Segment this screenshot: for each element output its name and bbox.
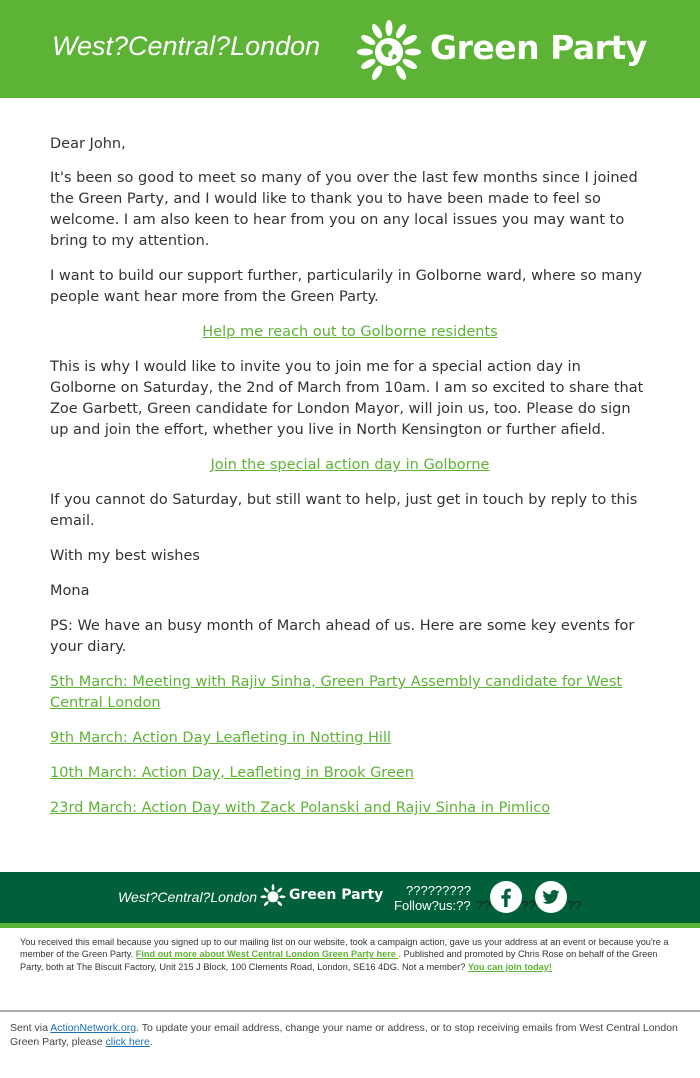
event-link-4[interactable] bbox=[50, 798, 650, 819]
footer-logo-icon bbox=[260, 884, 286, 908]
facebook-icon[interactable] bbox=[490, 881, 522, 913]
email-header bbox=[0, 0, 700, 98]
smallprint-find-out-more-link[interactable]: Find out more about West Central London Green Party here bbox=[135, 949, 399, 960]
event-link-1-text[interactable]: 5th March: Meeting with Rajiv Sinha, Green Party Assembly candidate for West Central London bbox=[50, 674, 623, 711]
header-region-title: West?Central?London bbox=[52, 31, 321, 61]
link-reach-out-text[interactable]: Help me reach out to Golborne residents bbox=[202, 324, 498, 340]
follow-us-prefix: ????????? bbox=[406, 883, 472, 898]
footer-stripe bbox=[0, 923, 700, 928]
sent-via-text-3: . bbox=[149, 1036, 153, 1048]
paragraph-intro: It's been so good to meet so many of you over the last few months since I joined the Green Party, and I would like to thank you to have been made to feel so welcome. I am also keen to hear from you on any local issues you may want to bring to my attention. bbox=[50, 170, 638, 249]
link-join-action-day-text[interactable]: Join the special action day in Golborne bbox=[210, 457, 490, 473]
twitter-suffix: ?? bbox=[567, 898, 582, 913]
unsubscribe-link[interactable]: click here bbox=[105, 1036, 150, 1048]
follow-us-suffix: ?? bbox=[476, 898, 491, 913]
facebook-suffix: ?? bbox=[521, 898, 536, 913]
header-party-name: Green Party bbox=[430, 28, 647, 67]
link-reach-out[interactable] bbox=[50, 322, 650, 343]
sent-via-notice bbox=[10, 1021, 690, 1049]
event-link-3[interactable] bbox=[50, 763, 650, 784]
smallprint-join-link[interactable]: You can join today! bbox=[467, 961, 552, 972]
sent-via-text-1: Sent via bbox=[10, 1022, 51, 1034]
event-link-4-text[interactable]: 23rd March: Action Day with Zack Polanski and Rajiv Sinha in Pimlico bbox=[50, 800, 551, 816]
footer-region-title: West?Central?London bbox=[118, 889, 258, 905]
event-link-1[interactable] bbox=[50, 672, 650, 714]
follow-us-label: Follow?us:?? bbox=[394, 898, 471, 913]
footer-smallprint bbox=[20, 936, 680, 973]
paragraph-action-day: This is why I would like to invite you to join me for a special action day in Golborne on Saturday, the 2nd of March from 10am. I am so excited to share that Zoe Garbett, Green candidate for London Mayor, will join us, too. Please do sign up and join the effort, whether you live in North Kensington or further afield. bbox=[50, 359, 644, 438]
footer-party-name: Green Party bbox=[289, 887, 384, 903]
greeting: Dear John, bbox=[50, 136, 126, 152]
signoff: With my best wishes bbox=[50, 548, 200, 564]
sent-via-text-2: . To update your email address, change your name or address, or to stop receiving emails from West Central London Green Party, please bbox=[10, 1022, 678, 1048]
twitter-icon[interactable] bbox=[535, 881, 567, 913]
smallprint-text-1: You received this email because you signed up to our mailing list on our website, took a campaign action, gave us your address at an event or because you're a member of the Green Party. bbox=[20, 937, 669, 960]
event-link-2[interactable] bbox=[50, 728, 650, 749]
smallprint-text-2: . Published and promoted by Chris Rose on behalf of the Green Party, both at The Biscuit Factory, Unit 215 J Block, 100 Clements Road, London, SE16 4DG. Not a member? bbox=[20, 949, 658, 972]
footer-divider bbox=[0, 1010, 700, 1012]
actionnetwork-link[interactable]: ActionNetwork.org bbox=[50, 1022, 137, 1034]
paragraph-cannot-attend: If you cannot do Saturday, but still want to help, just get in touch by reply to this email. bbox=[50, 492, 638, 529]
sender-name: Mona bbox=[50, 583, 90, 599]
footer-band bbox=[0, 872, 700, 923]
event-link-3-text[interactable]: 10th March: Action Day, Leafleting in Brook Green bbox=[50, 765, 414, 781]
postscript: PS: We have an busy month of March ahead of us. Here are some key events for your diary. bbox=[50, 618, 635, 655]
event-link-2-text[interactable]: 9th March: Action Day Leafleting in Notting Hill bbox=[50, 730, 392, 746]
green-party-logo-icon bbox=[356, 20, 422, 80]
paragraph-support: I want to build our support further, particularily in Golborne ward, where so many people want hear more from the Green Party. bbox=[50, 268, 643, 305]
link-join-action-day[interactable] bbox=[50, 455, 650, 476]
